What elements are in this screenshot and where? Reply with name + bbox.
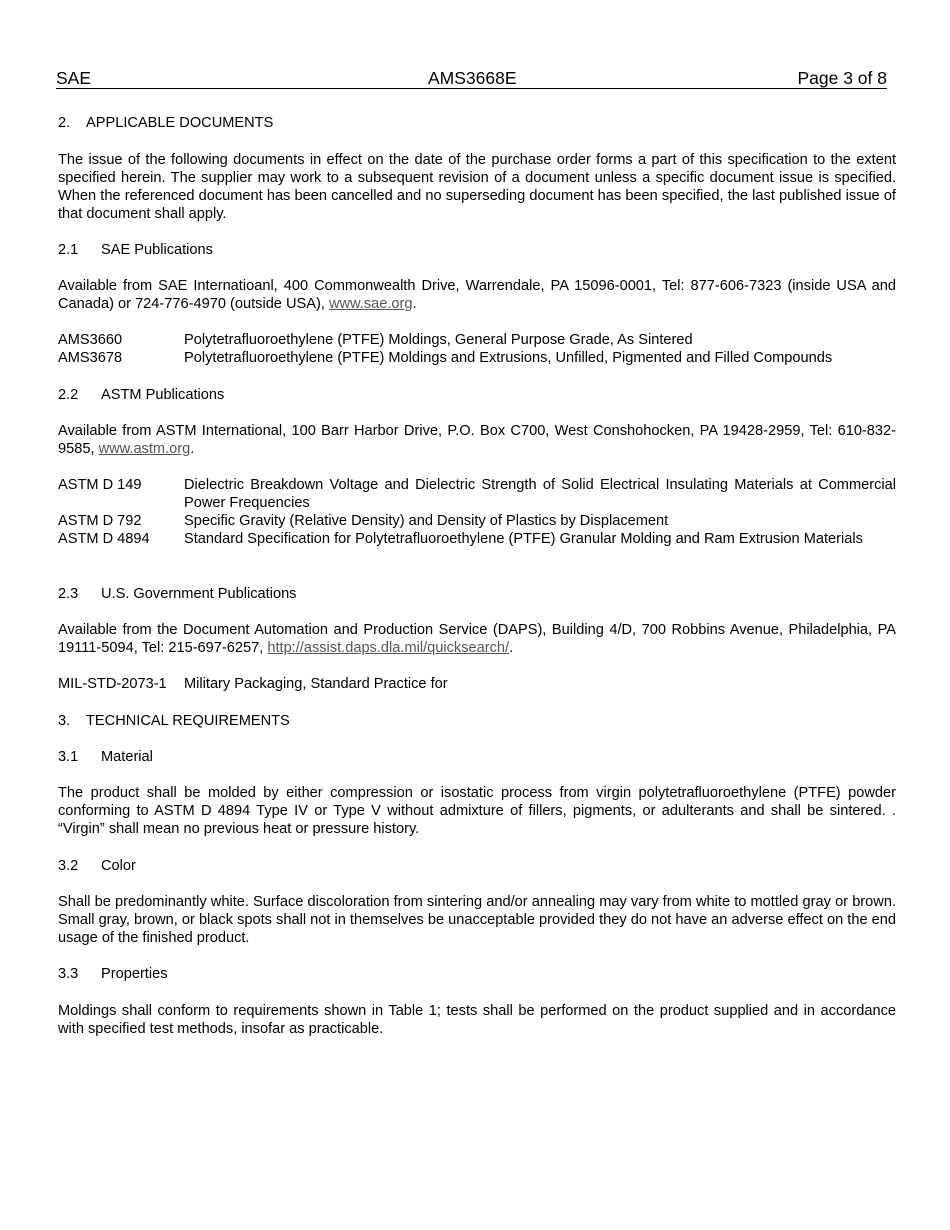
section-3-1-paragraph: The product shall be molded by either compression or isostatic process from virgin polytetrafluoroethylene (PTFE) powder conforming to ASTM D 4894 Type IV or Type V without admixture of fillers, pigments, or adulterants and shall be sintered. . “Virgin” shall mean no previous heat or pressure history. bbox=[58, 785, 896, 837]
section-heading-3-3: 3.3 Properties bbox=[58, 966, 168, 982]
astm-website-link[interactable]: www.astm.org bbox=[98, 441, 191, 457]
section-heading-2-1: 2.1 SAE Publications bbox=[58, 242, 213, 258]
section-2-2-paragraph: Available from ASTM International, 100 Barr Harbor Drive, P.O. Box C700, West Conshohocken, PA 19428-2959, Tel: 610-832-9585, www.astm.org. bbox=[58, 423, 896, 457]
sae-website-link[interactable]: www.sae.org bbox=[328, 296, 413, 312]
header-doc-number: AMS3668E bbox=[428, 68, 517, 88]
section-heading-3: 3. TECHNICAL REQUIREMENTS bbox=[58, 713, 290, 729]
section-heading-2-3: 2.3 U.S. Government Publications bbox=[58, 586, 297, 602]
header-page-number: Page 3 of 8 bbox=[797, 68, 887, 88]
section-heading-2-2: 2.2 ASTM Publications bbox=[58, 387, 225, 403]
section-heading-2: 2. APPLICABLE DOCUMENTS bbox=[58, 115, 274, 131]
header-org: SAE bbox=[56, 68, 92, 88]
document-page: SAE AMS3668E Page 3 of 8 2. APPLICABLE DOCUMENTS The issue of the following documents in effect on the date of the purchase order forms a part of this specification to the extent specified herein. The supplier may work to a subsequent revision of a document unless a specific document issue is specified. When the referenced document has been cancelled and no superseding document has been specified, the last published issue of that document shall apply. 2.1 SAE Publications Available from SAE Internatioanl, 400 Commonwealth Drive, Warrendale, PA 15096-0001, Tel: 877-606-7323 (inside USA and Canada) or 724-776-4970 (outside USA), www.sae.org. AMS3660 Polytetrafluoroethylene (PTFE) Moldings, General Purpose Grade, As Sintered AMS3678 Polytetrafluoroethylene (PTFE) Moldings and Extrusions, Unfilled, Pigmented and Filled Compounds 2.2 ASTM Publications Available from ASTM International, 100 Barr Harbor Drive, P.O. Box C700, West Conshohocken, PA 19428-2959, Tel: 610-832-9585, www.astm.org. ASTM D 149 Dielectric Breakdown Voltage and Dielectric Strength of Solid Electrical Insulating Materials at Commercial Power Frequencies ASTM D 792 Specific Gravity (Relative Density) and Density of Plastics by Displacement ASTM D 4894 Standard Specification for Polytetrafluoroethylene (PTFE) Granular Molding and Ram Extrusion Materials 2.3 U.S. Government Publications Available from the Document Automation and Production Service (DAPS), Building 4/D, 700 Robbins Avenue, Philadelphia, PA 19111-5094, Tel: 215-697-6257, http://assist.daps.dla.mil/quicksearch/. MIL-STD-2073-1 Military Packaging, Standard Practice for 3. TECHNICAL REQUIREMENTS 3.1 Material The product shall be molded by either compression or isostatic process from virgin polytetrafluoroethylene (PTFE) powder conforming to ASTM D 4894 Type IV or Type V without admixture of fillers, pigments, or adulterants and shall be sintered. . “Virgin” shall mean no previous heat or pressure history. 3.2 Color Shall be predominantly white. Surface discoloration from sintering and/or annealing may vary from white to mottled gray or brown. Small gray, brown, or black spots shall not in themselves be unacceptable provided they do not have an adverse effect on the end usage of the finished product. 3.3 Properties Moldings shall conform to requirements shown in Table 1; tests shall be performed on the product supplied and in accordance with specified test methods, insofar as practicable. bbox=[56, 68, 896, 1037]
section-2-paragraph: The issue of the following documents in effect on the date of the purchase order forms a part of this specification to the extent specified herein. The supplier may work to a subsequent revision of a document unless a specific document issue is specified. When the referenced document has been cancelled and no superseding document has been specified, the last published issue of that document shall apply. bbox=[58, 152, 896, 222]
section-2-3-paragraph: Available from the Document Automation and Production Service (DAPS), Building 4/D, 700 Robbins Avenue, Philadelphia, PA 19111-5094, Tel: 215-697-6257, http://assist.daps.dla.mil/quicksearch/. bbox=[58, 622, 896, 656]
page-header bbox=[56, 68, 887, 89]
assist-quicksearch-link[interactable]: http://assist.daps.dla.mil/quicksearch/ bbox=[267, 640, 510, 656]
section-3-3-paragraph: Moldings shall conform to requirements shown in Table 1; tests shall be performed on the product supplied and in accordance with specified test methods, insofar as practicable. bbox=[58, 1003, 896, 1037]
section-heading-3-1: 3.1 Material bbox=[58, 749, 153, 765]
section-3-2-paragraph: Shall be predominantly white. Surface discoloration from sintering and/or annealing may vary from white to mottled gray or brown. Small gray, brown, or black spots shall not in themselves be unacceptable provided they do not have an adverse effect on the end usage of the finished product. bbox=[58, 894, 896, 946]
section-heading-3-2: 3.2 Color bbox=[58, 858, 136, 874]
section-2-1-paragraph: Available from SAE Internatioanl, 400 Commonwealth Drive, Warrendale, PA 15096-0001, Tel: 877-606-7323 (inside USA and Canada) or 724-776-4970 (outside USA), www.sae.org. bbox=[58, 278, 896, 312]
